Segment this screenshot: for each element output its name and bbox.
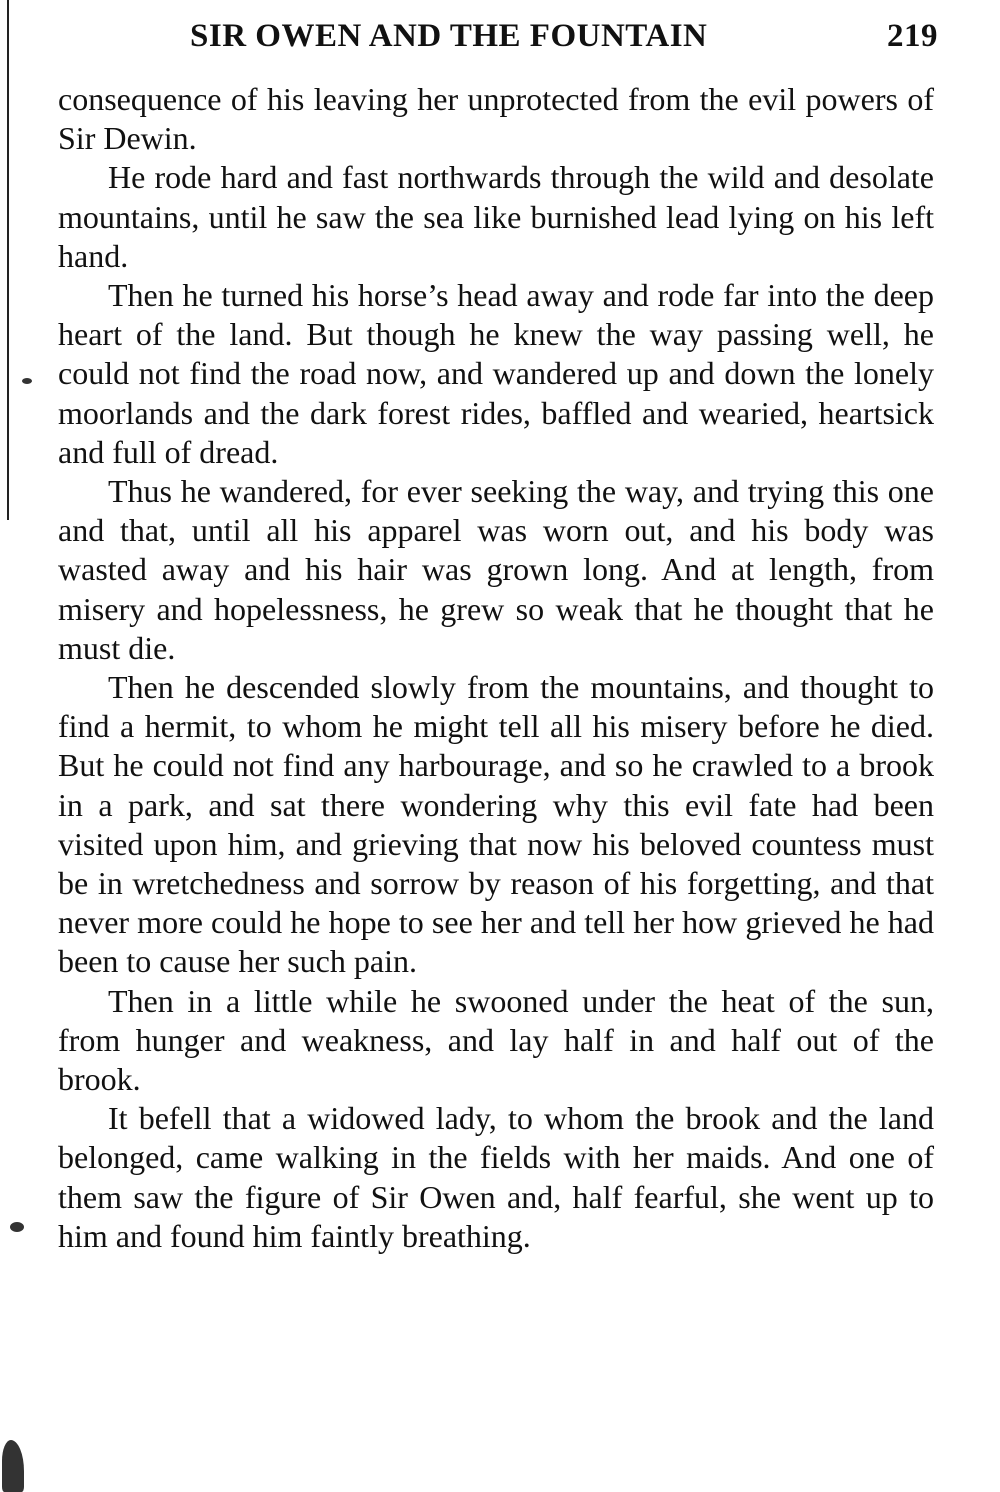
paragraph: Then he descended slowly from the mountains, and thought to find a hermit, to whom he might tell all his misery before he died. But he could not find any harbourage, and so he crawled to a brook in a park, and sat there wondering why this evil fate had been visited upon him, and grieving that now his beloved countess must be in wretchedness and sorrow by reason of his forgetting, and that never more could he hope to see her and tell her how grieved he had been to cause her such pain. — [58, 669, 934, 980]
paragraph: He rode hard and fast northwards through the wild and desolate mountains, until he saw the sea like burnished lead lying on his left hand. — [58, 159, 934, 274]
page-edge-line — [7, 0, 9, 520]
ink-speck — [10, 1222, 24, 1232]
paragraph: Thus he wandered, for ever seeking the way, and trying this one and that, until all his apparel was worn out, and his body was wasted away and his hair was grown long. And at length, from misery and hopelessness, he grew so weak that he thought that he must die. — [58, 473, 934, 666]
running-title: SIR OWEN AND THE FOUNTAIN — [190, 18, 708, 54]
page-number: 219 — [887, 18, 938, 54]
paragraph: Then he turned his horse’s head away and rode far into the deep heart of the land. But though he knew the way passing well, he could not find the road now, and wandered up and down the lonely moorlands and the dark forest rides, baffled and wearied, heartsick and full of dread. — [58, 277, 934, 470]
paragraph: consequence of his leaving her unprotected from the evil powers of Sir Dewin. — [58, 81, 934, 157]
paragraph: It befell that a widowed lady, to whom the brook and the land belonged, came walking in the fields with her maids. And one of them saw the figure of Sir Owen and, half fearful, she went up to him and found him faintly breathing. — [58, 1100, 934, 1254]
ink-speck — [22, 378, 32, 384]
body-text — [58, 80, 934, 1256]
running-header — [190, 18, 938, 62]
paragraph: Then in a little while he swooned under the heat of the sun, from hunger and weakness, and lay half in and half out of the brook. — [58, 982, 934, 1098]
ink-speck — [2, 1440, 24, 1492]
